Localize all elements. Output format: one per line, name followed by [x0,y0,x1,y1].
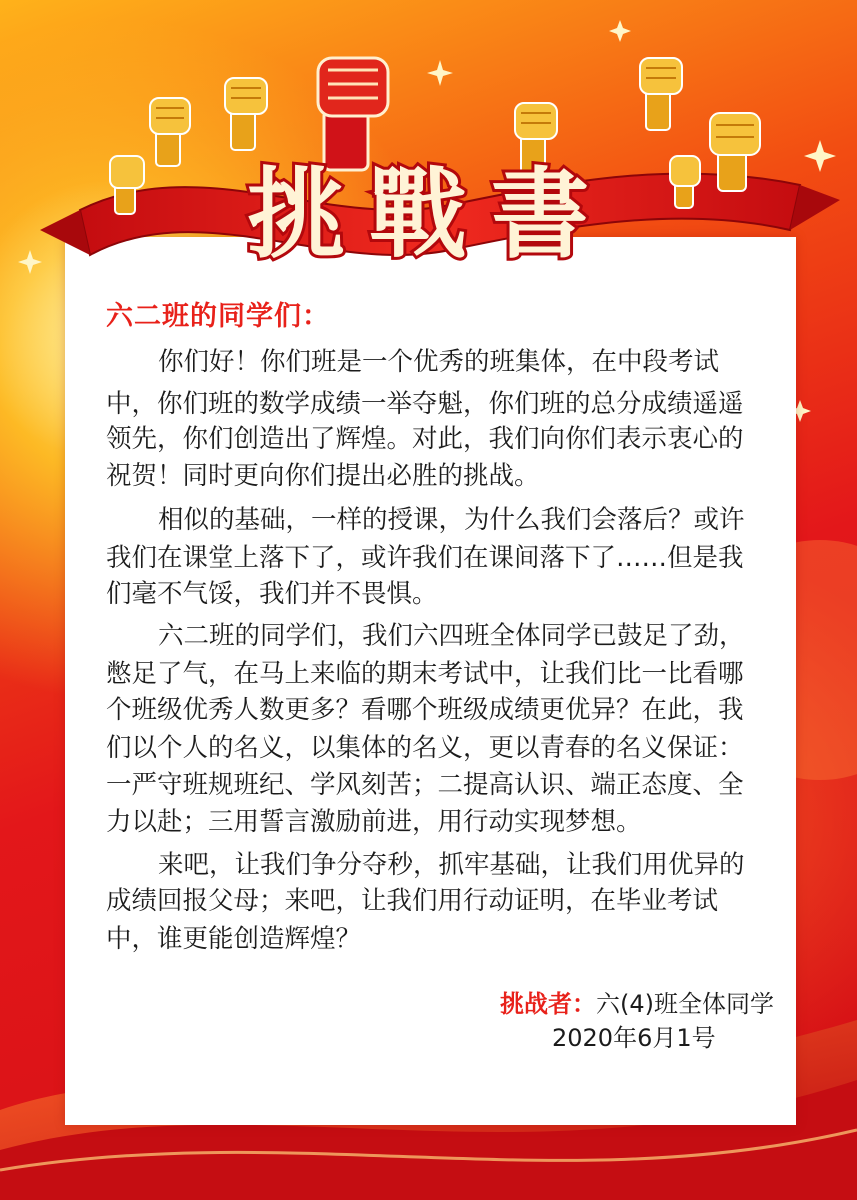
poster-title: 挑戰書 [246,157,614,272]
signature-name: 六(4)班全体同学 [596,990,774,1018]
body-line: 我们在课堂上落下了，或许我们在课间落下了……但是我 [106,543,744,573]
body-line: 来吧，让我们争分夺秒，抓牢基础，让我们用优异的 [158,850,745,880]
signature-line [500,984,774,1019]
body-line: 领先，你们创造出了辉煌。对此，我们向你们表示衷心的 [106,424,744,454]
body-line: 六二班的同学们，我们六四班全体同学已鼓足了劲， [158,621,745,651]
body-line: 们以个人的名义，以集体的名义，更以青春的名义保证： [106,733,744,763]
body-line: 祝贺！同时更向你们提出必胜的挑战。 [106,461,540,491]
body-line: 力以赴；三用誓言激励前进，用行动实现梦想。 [106,807,642,837]
body-line: 一严守班规班纪、学风刻苦；二提高认识、端正态度、全 [106,770,744,800]
body-line: 你们好！你们班是一个优秀的班集体，在中段考试 [158,347,720,377]
body-line: 相似的基础，一样的授课，为什么我们会落后？或许 [158,505,745,535]
letter-greeting: 六二班的同学们： [106,301,330,332]
body-line: 成绩回报父母；来吧，让我们用行动证明，在毕业考试 [106,886,719,916]
letter-date: 2020年6月1号 [552,1024,716,1052]
body-line: 憋足了气，在马上来临的期末考试中，让我们比一比看哪 [106,659,744,689]
body-line: 中，谁更能创造辉煌？ [106,924,362,954]
body-line: 中，你们班的数学成绩一举夺魁，你们班的总分成绩遥遥 [106,389,744,419]
body-line: 们毫不气馁，我们并不畏惧。 [106,579,438,609]
signature-label: 挑战者： [500,990,596,1018]
body-line: 个班级优秀人数更多？看哪个班级成绩更优异？在此，我 [106,695,744,725]
